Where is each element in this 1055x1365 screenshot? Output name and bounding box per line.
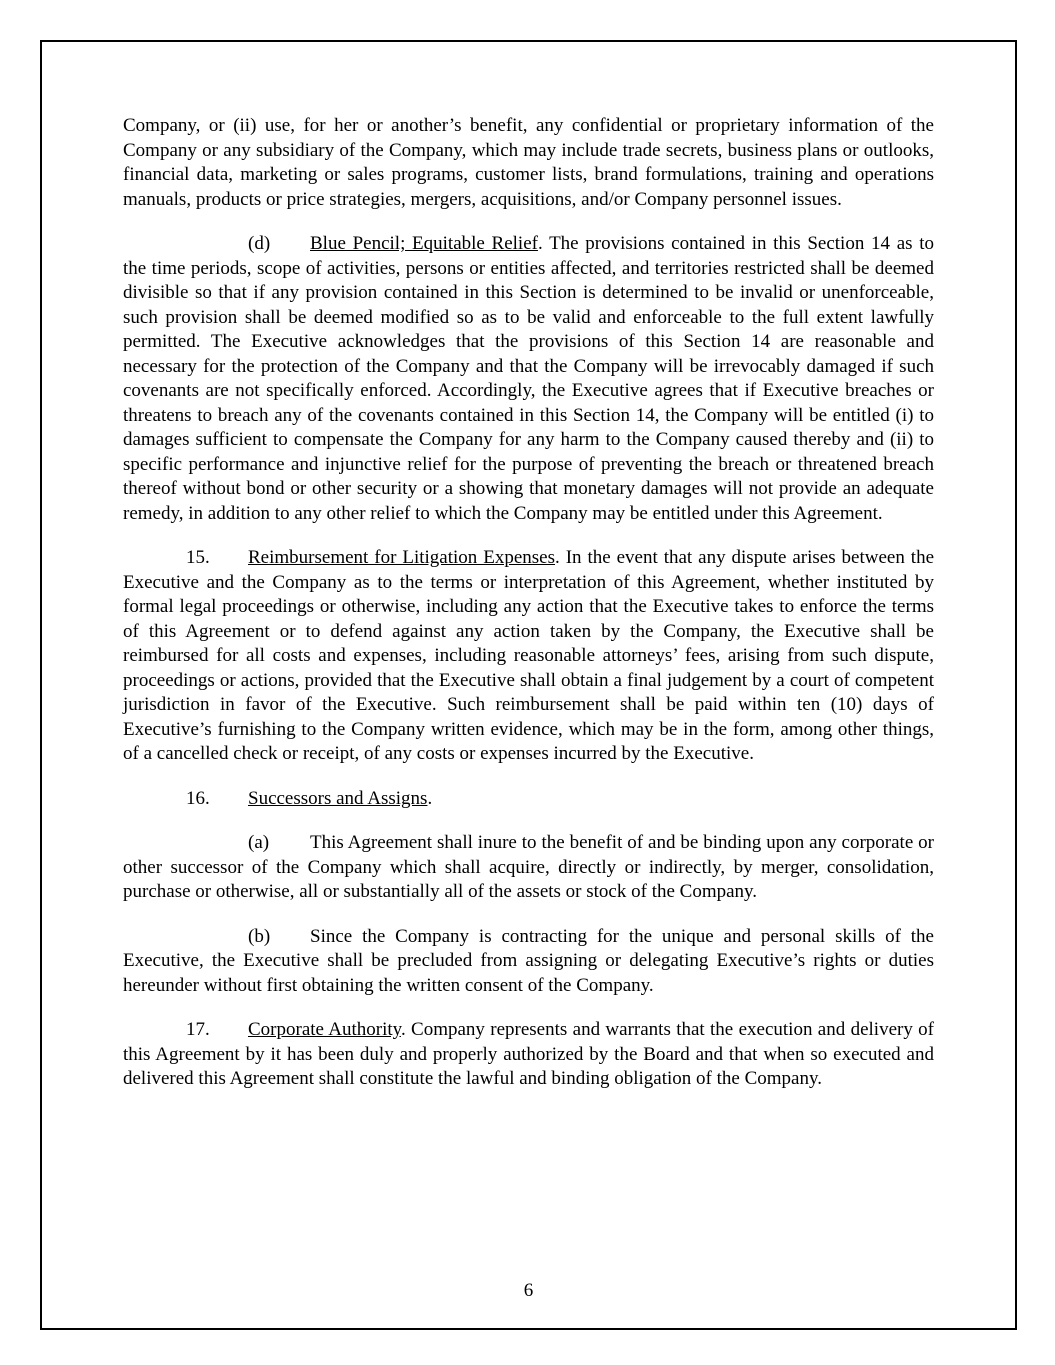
paragraph-body: . In the event that any dispute arises between the Executive and the Company as to the terms or interpretation of this Agreement, whether instituted by formal legal proceedings or otherwise, including any action that the Executive takes to enforce the terms of this Agreement or to defend against any action taken by the Company, the Executive shall be reimbursed for all costs and expenses, including reasonable attorneys’ fees, arising from such dispute, proceedings or actions, provided that the Executive shall obtain a final judgement by a court of competent jurisdiction in favor of the Executive. Such reimbursement shall be paid within ten (10) days of Executive’s furnishing to the Company written evidence, which may be in the form, among other things, of a cancelled check or receipt, of any costs or expenses incurred by the Executive. [123,547,935,764]
section-heading: Successors and Assigns [248,787,428,809]
paragraph-label: (a) [248,832,270,853]
paragraph-body: . Company represents and warrants that the execution and delivery of this Agreement by it has been duly and properly authorized by the Board and that when so executed and delivered this Agreement shall constitute the lawful and binding obligation of the Company. [123,1019,935,1089]
page-content [123,114,934,1112]
paragraph-body: . [427,787,433,809]
section-number: 16. [186,787,210,809]
page-border-frame [40,40,1017,1330]
section-number: 17. [186,1019,210,1040]
paragraph-label: (b) [248,925,271,947]
paragraph-16b [123,925,934,999]
paragraph-16a [123,831,934,905]
paragraph-label: (d) [248,233,271,254]
paragraph-body: This Agreement shall inure to the benefit of and be binding upon any corporate or other successor of the Company which shall acquire, directly or indirectly, by merger, consolidation, purchase or otherwise, all or substantially all of the assets or stock of the Company. [123,832,934,902]
page-number: 6 [523,1280,534,1301]
paragraph-15-reimbursement [123,546,934,767]
paragraph-body: . The provisions contained in this Section 14 as to the time periods, scope of activities, persons or entities affected, and territories restricted shall be deemed divisible so that if any provision contained in this Section is determined to be invalid or unenforceable, such provision shall be deemed modified so as to be valid and enforceable to the full extent lawfully permitted. The Executive acknowledges that the provisions of this Section 14 are reasonable and necessary for the protection of the Company and that the Company will be irrevocably damaged if such covenants are not specifically enforced. Accordingly, the Executive agrees that if Executive breaches or threatens to breach any of the covenants contained in this Section 14, the Company will be entitled (i) to damages sufficient to compensate the Company for any harm to the Company caused thereby and (ii) to specific performance and injunctive relief for the purpose of preventing the breach or threatened breach thereof without bond or other security or a showing that monetary damages will not provide an adequate remedy, in addition to any other relief to which the Company may be entitled under this Agreement. [123,233,934,524]
paragraph-body: Since the Company is contracting for the unique and personal skills of the Executive, the Executive shall be precluded from assigning or delegating Executive’s rights or duties hereunder without first obtaining the written consent of the Company. [123,925,934,996]
paragraph-confidential-info [123,114,934,212]
paragraph-heading: Blue Pencil; Equitable Relief [310,233,538,254]
paragraph-d-blue-pencil [123,232,934,526]
paragraph-text: Company, or (ii) use, for her or another’s benefit, any confidential or proprietary information of the Company or any subsidiary of the Company, which may include trade secrets, business plans or outlooks, financial data, marketing or sales programs, customer lists, brand formulations, training and operations manuals, products or price strategies, mergers, acquisitions, and/or Company personnel issues. [123,115,934,210]
section-heading: Reimbursement for Litigation Expenses [248,547,555,568]
paragraph-17-corporate-authority [123,1018,934,1092]
section-heading: Corporate Authority [248,1019,401,1040]
section-number: 15. [186,547,210,568]
paragraph-16-successors [123,787,934,812]
